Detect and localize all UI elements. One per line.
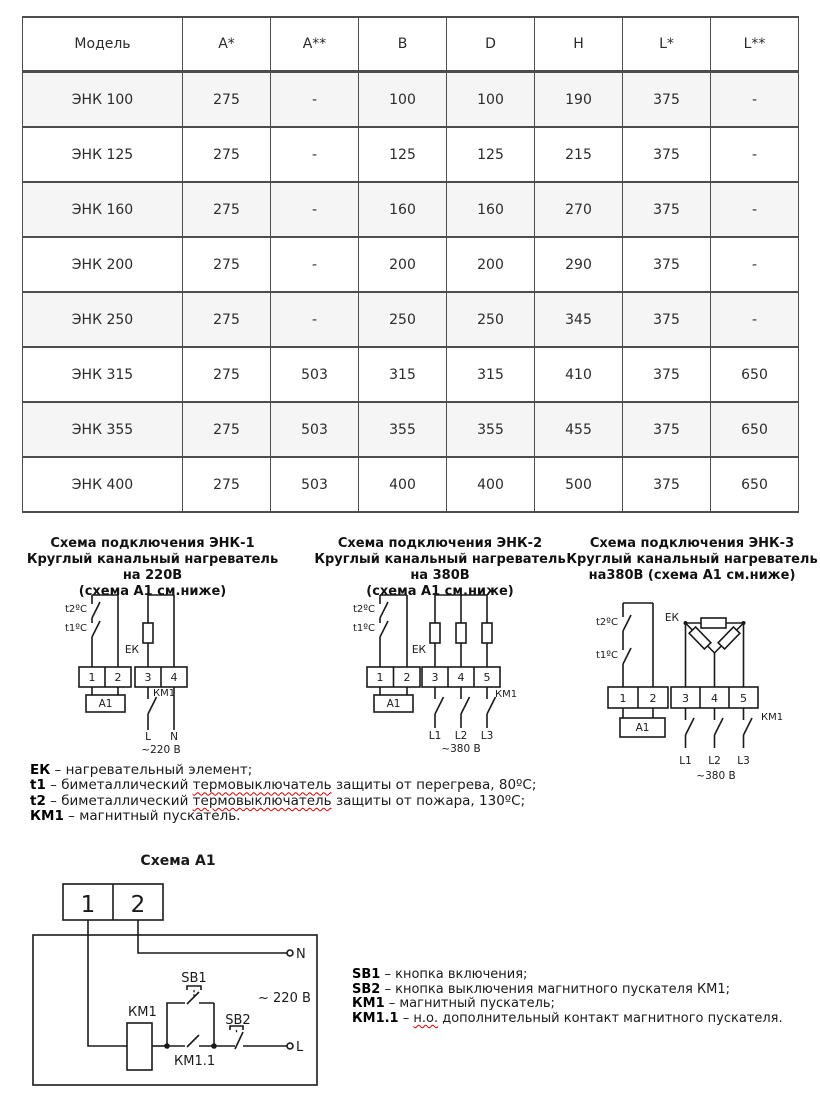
terminal-number: 4 [170,671,178,684]
km1-label: КМ1 [128,1005,157,1020]
wiring-diagram-enk3 [575,590,815,790]
km1-label: КМ1 [153,688,176,699]
table-cell: ЭНК 125 [23,127,183,182]
terminal-number: 1 [619,692,627,705]
t1-label: t1ºC [596,650,618,661]
heater-element-resistor [430,623,440,643]
table-row [23,347,799,402]
table-cell: 650 [711,457,799,512]
legend-item: SB2 – кнопка выключения магнитного пускателя КМ1; [352,981,731,997]
t2-label: t2ºC [353,604,375,615]
phase-l1-label: L1 [428,730,442,742]
table-cell: 355 [447,402,535,457]
legend-item: КМ1 – магнитный пускатель. [30,808,241,825]
thermal-switch-t2 [380,602,388,618]
diagram3-title [562,536,820,584]
table-row [23,72,799,128]
table-cell: 375 [623,292,711,347]
table-cell: 315 [359,347,447,402]
column-header-a2: A** [271,17,359,72]
table-cell: ЭНК 315 [23,347,183,402]
diagram3-title-line2: Круглый канальный нагреватель [566,552,818,567]
components-legend [30,763,536,825]
terminal-number: 2 [649,692,657,705]
table-cell: 160 [359,182,447,237]
legend-term: SB2 [352,981,381,997]
terminal-number: 1 [88,671,96,684]
heater-element-resistor [701,618,726,628]
table-row [23,402,799,457]
column-header-a1: A* [183,17,271,72]
table-header-row [23,17,799,72]
km11-label: КМ1.1 [174,1054,216,1069]
terminal-number: 1 [80,892,96,918]
table-cell: - [271,237,359,292]
terminal-number: 2 [114,671,122,684]
terminal-number: 5 [483,671,491,684]
wiring-diagram-enk1 [35,590,270,765]
heater-element-resistor [482,623,492,643]
legend-item: t1 – биметаллический термовыключатель защиты от перегрева, 80ºС; [30,777,537,794]
table-cell: 275 [183,292,271,347]
table-cell: 125 [447,127,535,182]
table-cell: - [711,127,799,182]
table-row [23,127,799,182]
legend-term: t1 [30,777,46,794]
km1-label: КМ1 [495,689,518,700]
wiring-diagram-enk2 [330,590,565,765]
voltage-label: ~380 В [441,743,481,755]
legend-item: SB1 – кнопка включения; [352,967,528,982]
neutral-n-label: N [296,947,306,962]
table-cell: - [271,292,359,347]
table-cell: 400 [359,457,447,512]
table-cell: ЭНК 250 [23,292,183,347]
schema-a1-title: Схема А1 [140,853,216,869]
table-cell: - [711,72,799,128]
table-cell: 200 [447,237,535,292]
column-header-l2: L** [711,17,799,72]
legend-term: КМ1 [30,808,64,825]
column-header-d: D [447,17,535,72]
voltage-label: ~220 В [141,744,181,756]
heater-element-resistor [689,627,711,649]
ek-label: ЕК [411,644,426,656]
legend-term: КМ1 [352,996,385,1012]
a1-label: А1 [386,698,401,710]
table-cell: 375 [623,127,711,182]
n-terminal-circle [287,950,293,956]
table-cell: 375 [623,182,711,237]
km1-coil [127,1023,152,1070]
table-row [23,457,799,512]
t1-label: t1ºC [65,623,87,634]
t2-label: t2ºC [596,617,618,628]
thermal-switch-t1 [380,621,388,637]
table-cell: 275 [183,72,271,128]
table-cell: 375 [623,72,711,128]
table-cell: - [271,72,359,128]
table-cell: 275 [183,402,271,457]
legend-term: ЕК [30,762,51,778]
table-cell: 375 [623,237,711,292]
table-cell: 270 [535,182,623,237]
voltage-label: ~380 В [696,770,736,782]
table-cell: ЭНК 200 [23,237,183,292]
legend-item: t2 – биметаллический термовыключатель защиты от пожара, 130ºС; [30,792,526,809]
table-cell: 100 [359,72,447,128]
column-header-model: Модель [23,17,183,72]
km1-label: КМ1 [761,712,784,723]
column-header-b: B [359,17,447,72]
table-cell: 355 [359,402,447,457]
terminal-number: 3 [682,692,689,705]
terminal-number: 4 [457,671,465,684]
diagram1-title-line1: Схема подключения ЭНК-1 [50,536,255,551]
terminal-number: 3 [431,671,439,684]
table-cell: 275 [183,237,271,292]
table-cell: 650 [711,402,799,457]
table-cell: - [271,127,359,182]
phase-l1-label: L1 [679,755,692,767]
table-cell: 250 [447,292,535,347]
schema-a1-legend [352,968,783,1026]
table-cell: 190 [535,72,623,128]
phase-l3-label: L3 [737,755,750,767]
table-cell: 275 [183,127,271,182]
thermal-switch-t2 [92,602,100,618]
table-cell: 455 [535,402,623,457]
table-cell: 315 [447,347,535,402]
heater-element-resistor [143,623,153,643]
table-cell: - [271,182,359,237]
sb1-label: SB1 [181,971,207,986]
phase-l-label: L [296,1040,304,1055]
diagram2-title-line3: (схема А1 см.ниже) [366,584,514,599]
table-cell: 290 [535,237,623,292]
table-cell: 215 [535,127,623,182]
phase-l2-label: L2 [708,755,721,767]
legend-item: КМ1.1 – н.о. дополнительный контакт магнитного пускателя. [352,1010,783,1026]
terminal-number: 1 [376,671,384,684]
table-row [23,182,799,237]
l-terminal-circle [287,1043,293,1049]
a1-label: А1 [98,698,113,710]
table-cell: 200 [359,237,447,292]
legend-term: SB1 [352,967,381,982]
table-cell: 275 [183,182,271,237]
diagram3-title-line3: на380В (схема А1 см.ниже) [588,568,796,583]
t1-label: t1ºC [353,623,375,634]
schema-a1-diagram [25,840,325,1090]
voltage-label: ~ 220 В [258,991,311,1006]
table-row [23,237,799,292]
diagram1-title-line3: (схема А1 см.ниже) [78,584,227,599]
table-cell: - [711,237,799,292]
thermal-switch-t1 [623,648,631,664]
table-cell: 275 [183,347,271,402]
heater-element-resistor [718,627,740,649]
table-cell: 125 [359,127,447,182]
table-cell: 503 [271,457,359,512]
diagram2-title-line2: Круглый канальный нагреватель на 380В [314,552,566,583]
table-cell: - [711,182,799,237]
table-cell: ЭНК 100 [23,72,183,128]
legend-item: КМ1 – магнитный пускатель; [352,996,555,1012]
thermal-switch-t1 [92,621,100,637]
table-cell: ЭНК 355 [23,402,183,457]
table-cell: 250 [359,292,447,347]
table-cell: 410 [535,347,623,402]
column-header-h: H [535,17,623,72]
spec-table [22,16,799,513]
table-cell: 400 [447,457,535,512]
terminal-number: 3 [144,671,152,684]
ek-label: ЕК [124,644,139,656]
legend-term: КМ1.1 [352,1010,399,1026]
table-cell: ЭНК 400 [23,457,183,512]
heater-element-resistor [456,623,466,643]
phase-l-label: L [145,731,151,743]
legend-item: ЕК – нагревательный элемент; [30,762,253,778]
neutral-n-label: N [170,731,178,743]
table-row [23,292,799,347]
table-cell: 503 [271,347,359,402]
terminal-number: 4 [711,692,718,705]
table-cell: 275 [183,457,271,512]
column-header-l1: L* [623,17,711,72]
diagram1-title-line2: Круглый канальный нагреватель на 220В [26,552,279,583]
terminal-number: 2 [403,671,411,684]
sb2-label: SB2 [225,1013,251,1028]
table-cell: - [711,292,799,347]
diagram3-title-line1: Схема подключения ЭНК-3 [589,536,795,551]
legend-term: t2 [30,792,46,809]
table-cell: 100 [447,72,535,128]
terminal-number: 5 [740,692,747,705]
table-cell: 160 [447,182,535,237]
table-cell: 375 [623,402,711,457]
table-cell: 375 [623,347,711,402]
thermal-switch-t2 [623,615,631,631]
table-cell: 500 [535,457,623,512]
table-cell: ЭНК 160 [23,182,183,237]
table-cell: 650 [711,347,799,402]
t2-label: t2ºC [65,604,87,615]
a1-label: А1 [635,722,650,734]
phase-l2-label: L2 [454,730,468,742]
table-cell: 503 [271,402,359,457]
ek-label: ЕК [664,612,679,624]
table-cell: 375 [623,457,711,512]
table-cell: 345 [535,292,623,347]
diagram2-title-line1: Схема подключения ЭНК-2 [337,536,543,551]
phase-l3-label: L3 [480,730,494,742]
terminal-number: 2 [130,892,146,918]
